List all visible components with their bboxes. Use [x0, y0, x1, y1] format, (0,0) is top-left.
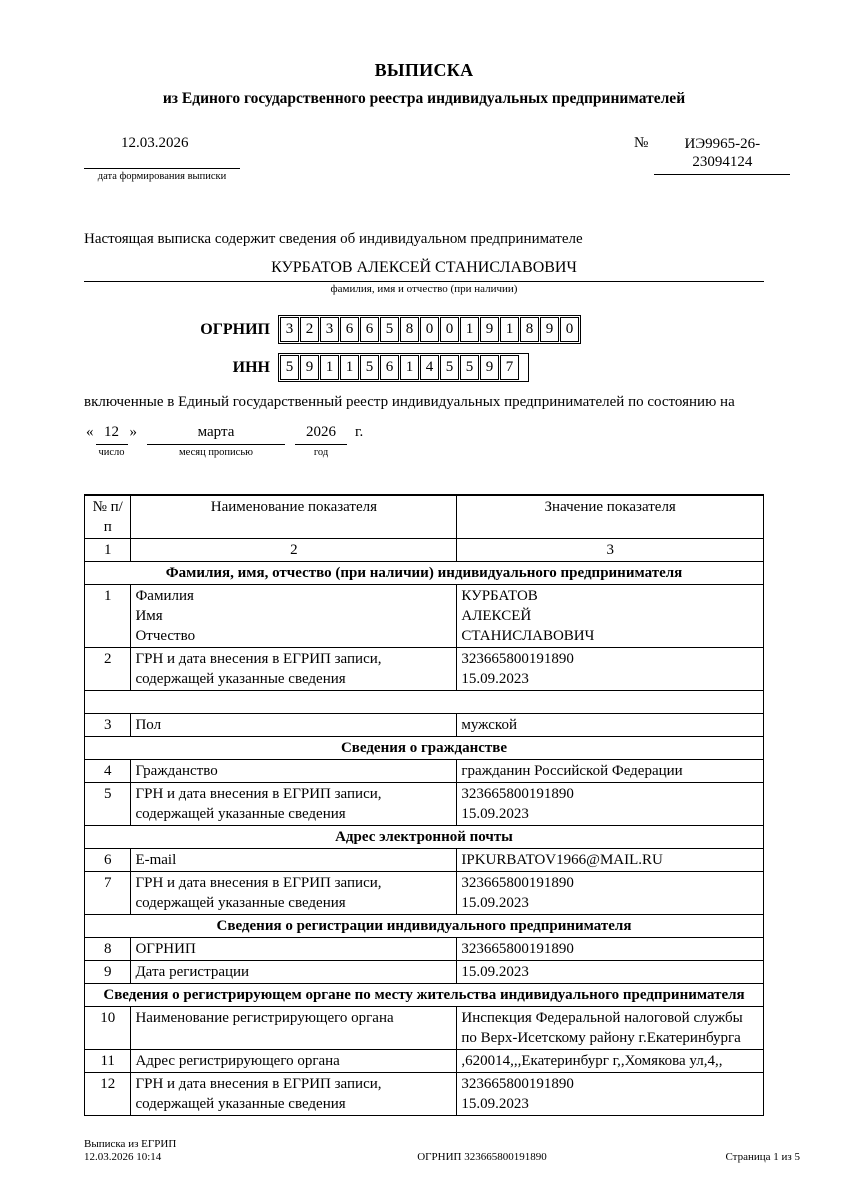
document-number-underline — [654, 174, 790, 175]
inn-digit-boxes — [278, 353, 529, 382]
digit-cell: 3 — [320, 317, 339, 342]
digit-cell: 2 — [300, 317, 319, 342]
digit-cell: 7 — [500, 355, 519, 380]
row-number: 5 — [85, 783, 131, 826]
digit-cell: 5 — [440, 355, 459, 380]
table-row — [85, 849, 764, 872]
page-subtitle: из Единого государственного реестра индивидуальных предпринимателей — [162, 90, 686, 107]
indicator-name: ОГРНИП — [131, 938, 457, 961]
as-of-day-unit — [96, 424, 128, 458]
section-header-row — [85, 562, 764, 585]
digit-cell: 0 — [420, 317, 439, 342]
section-header: Сведения о гражданстве — [85, 737, 764, 760]
digit-cell: 9 — [480, 317, 499, 342]
col-header-name: Наименование показателя — [131, 495, 457, 539]
indicator-name: ГРН и дата внесения в ЕГРИП записи, содержащей указанные сведения — [131, 1073, 457, 1116]
inn-label: ИНН — [232, 358, 270, 376]
included-text: включенные в Единый государственный реестр индивидуальных предпринимателей по состоянию на — [84, 394, 735, 410]
indicator-value: КУРБАТОВ АЛЕКСЕЙ СТАНИСЛАВОВИЧ — [457, 585, 764, 648]
open-quote: « — [86, 424, 94, 440]
col-header-value: Значение показателя — [457, 495, 764, 539]
row-number: 10 — [85, 1007, 131, 1050]
page-title: ВЫПИСКА — [374, 60, 474, 80]
number-sign: № — [634, 135, 649, 151]
as-of-day: 12 — [96, 424, 128, 445]
digit-cell: 9 — [480, 355, 499, 380]
as-of-year: 2026 — [295, 424, 347, 445]
close-quote: » — [129, 424, 137, 440]
empty-cell — [85, 691, 764, 714]
indicator-name: Пол — [131, 714, 457, 737]
indicator-value: ,620014,,,Екатеринбург г,,Хомякова ул,4,, — [457, 1050, 764, 1073]
row-number: 6 — [85, 849, 131, 872]
ogrnip-row — [84, 315, 764, 344]
digit-cell: 6 — [340, 317, 359, 342]
as-of-month-caption: месяц прописью — [179, 447, 253, 458]
indicator-value: 323665800191890 15.09.2023 — [457, 872, 764, 915]
section-header: Фамилия, имя, отчество (при наличии) индивидуального предпринимателя — [85, 562, 764, 585]
as-of-month-unit — [147, 424, 285, 458]
indicator-name: ГРН и дата внесения в ЕГРИП записи, содержащей указанные сведения — [131, 872, 457, 915]
as-of-day-caption: число — [98, 447, 125, 458]
digit-cell: 1 — [340, 355, 359, 380]
digit-cell: 5 — [380, 317, 399, 342]
entrepreneur-name: КУРБАТОВ АЛЕКСЕЙ СТАНИСЛАВОВИЧ — [84, 259, 764, 282]
digit-cell: 9 — [540, 317, 559, 342]
table-row — [85, 1050, 764, 1073]
indicator-name: Адрес регистрирующего органа — [131, 1050, 457, 1073]
row-number: 9 — [85, 961, 131, 984]
header-meta-row — [84, 135, 764, 199]
formation-date-block — [84, 135, 240, 182]
section-header-row — [85, 984, 764, 1007]
footer-doc-type: Выписка из ЕГРИП — [84, 1138, 177, 1150]
indicator-name: Наименование регистрирующего органа — [131, 1007, 457, 1050]
indicator-value: 15.09.2023 — [457, 961, 764, 984]
indicator-value: 323665800191890 — [457, 938, 764, 961]
table-row — [85, 714, 764, 737]
col-number-1: 1 — [85, 539, 131, 562]
details-table — [84, 494, 764, 1116]
row-number: 11 — [85, 1050, 131, 1073]
row-number: 1 — [85, 585, 131, 648]
entrepreneur-name-caption: фамилия, имя и отчество (при наличии) — [330, 283, 518, 295]
page-footer — [84, 1138, 800, 1164]
digit-cell: 9 — [300, 355, 319, 380]
section-header: Сведения о регистрации индивидуального предпринимателя — [85, 915, 764, 938]
intro-text: Настоящая выписка содержит сведения об индивидуальном предпринимателе — [84, 231, 583, 247]
footer-page-number: Страница 1 из 5 — [725, 1151, 800, 1163]
indicator-value: IPKURBATOV1966@MAIL.RU — [457, 849, 764, 872]
digit-cell: 5 — [460, 355, 479, 380]
formation-date-underline — [84, 168, 240, 169]
footer-left-block — [84, 1138, 334, 1164]
row-number: 3 — [85, 714, 131, 737]
table-header-row — [85, 495, 764, 539]
as-of-year-suffix: г. — [355, 424, 364, 440]
section-header: Адрес электронной почты — [85, 826, 764, 849]
col-number-2: 2 — [131, 539, 457, 562]
section-header-row — [85, 826, 764, 849]
digit-cell: 1 — [460, 317, 479, 342]
footer-timestamp: 12.03.2026 10:14 — [84, 1151, 162, 1163]
indicator-name: Гражданство — [131, 760, 457, 783]
digit-cell: 8 — [520, 317, 539, 342]
indicator-name: ГРН и дата внесения в ЕГРИП записи, содержащей указанные сведения — [131, 648, 457, 691]
indicator-value: Инспекция Федеральной налоговой службы по Верх-Исетскому району г.Екатеринбурга — [457, 1007, 764, 1050]
section-header-row — [85, 915, 764, 938]
row-number: 8 — [85, 938, 131, 961]
table-row — [85, 938, 764, 961]
as-of-date-line — [84, 424, 764, 458]
table-row — [85, 760, 764, 783]
formation-date: 12.03.2026 — [121, 135, 189, 151]
row-number: 2 — [85, 648, 131, 691]
ogrnip-label: ОГРНИП — [200, 320, 270, 338]
digit-cell: 0 — [560, 317, 579, 342]
indicator-value: 323665800191890 15.09.2023 — [457, 648, 764, 691]
empty-row — [85, 691, 764, 714]
digit-cell: 1 — [320, 355, 339, 380]
footer-ogrnip: ОГРНИП 323665800191890 — [417, 1151, 547, 1163]
digit-cell: 1 — [400, 355, 419, 380]
section-header-row — [85, 737, 764, 760]
indicator-name: Дата регистрации — [131, 961, 457, 984]
table-row — [85, 872, 764, 915]
indicator-value: 323665800191890 15.09.2023 — [457, 1073, 764, 1116]
as-of-month: марта — [147, 424, 285, 445]
digit-cell: 3 — [280, 317, 299, 342]
indicator-name: E-mail — [131, 849, 457, 872]
document-number-line1: ИЭ9965-26- — [684, 136, 761, 152]
row-number: 12 — [85, 1073, 131, 1116]
indicator-name: Фамилия Имя Отчество — [131, 585, 457, 648]
inn-row — [84, 353, 764, 382]
ogrnip-digit-boxes — [278, 315, 581, 344]
document-number — [654, 135, 790, 175]
section-header: Сведения о регистрирующем органе по месту жительства индивидуального предпринимателя — [85, 984, 764, 1007]
row-number: 4 — [85, 760, 131, 783]
indicator-value: мужской — [457, 714, 764, 737]
row-number: 7 — [85, 872, 131, 915]
indicator-value: 323665800191890 15.09.2023 — [457, 783, 764, 826]
digit-cell: 6 — [360, 317, 379, 342]
formation-date-caption: дата формирования выписки — [97, 171, 227, 182]
code-boxes-block — [84, 315, 764, 382]
col-header-num: № п/п — [85, 495, 131, 539]
table-row — [85, 783, 764, 826]
indicator-value: гражданин Российской Федерации — [457, 760, 764, 783]
document-number-block — [634, 135, 790, 175]
digit-cell: 0 — [440, 317, 459, 342]
table-row — [85, 1073, 764, 1116]
col-number-3: 3 — [457, 539, 764, 562]
digit-cell: 8 — [400, 317, 419, 342]
as-of-year-unit — [295, 424, 347, 458]
column-number-row — [85, 539, 764, 562]
as-of-year-caption: год — [313, 447, 329, 458]
digit-cell: 5 — [360, 355, 379, 380]
table-row — [85, 1007, 764, 1050]
entrepreneur-name-block — [84, 259, 764, 295]
digit-cell: 4 — [420, 355, 439, 380]
table-row — [85, 585, 764, 648]
indicator-name: ГРН и дата внесения в ЕГРИП записи, содержащей указанные сведения — [131, 783, 457, 826]
digit-cell: 5 — [280, 355, 299, 380]
table-row — [85, 961, 764, 984]
digit-cell: 1 — [500, 317, 519, 342]
document-number-line2: 23094124 — [692, 154, 753, 170]
table-row — [85, 648, 764, 691]
digit-cell: 6 — [380, 355, 399, 380]
